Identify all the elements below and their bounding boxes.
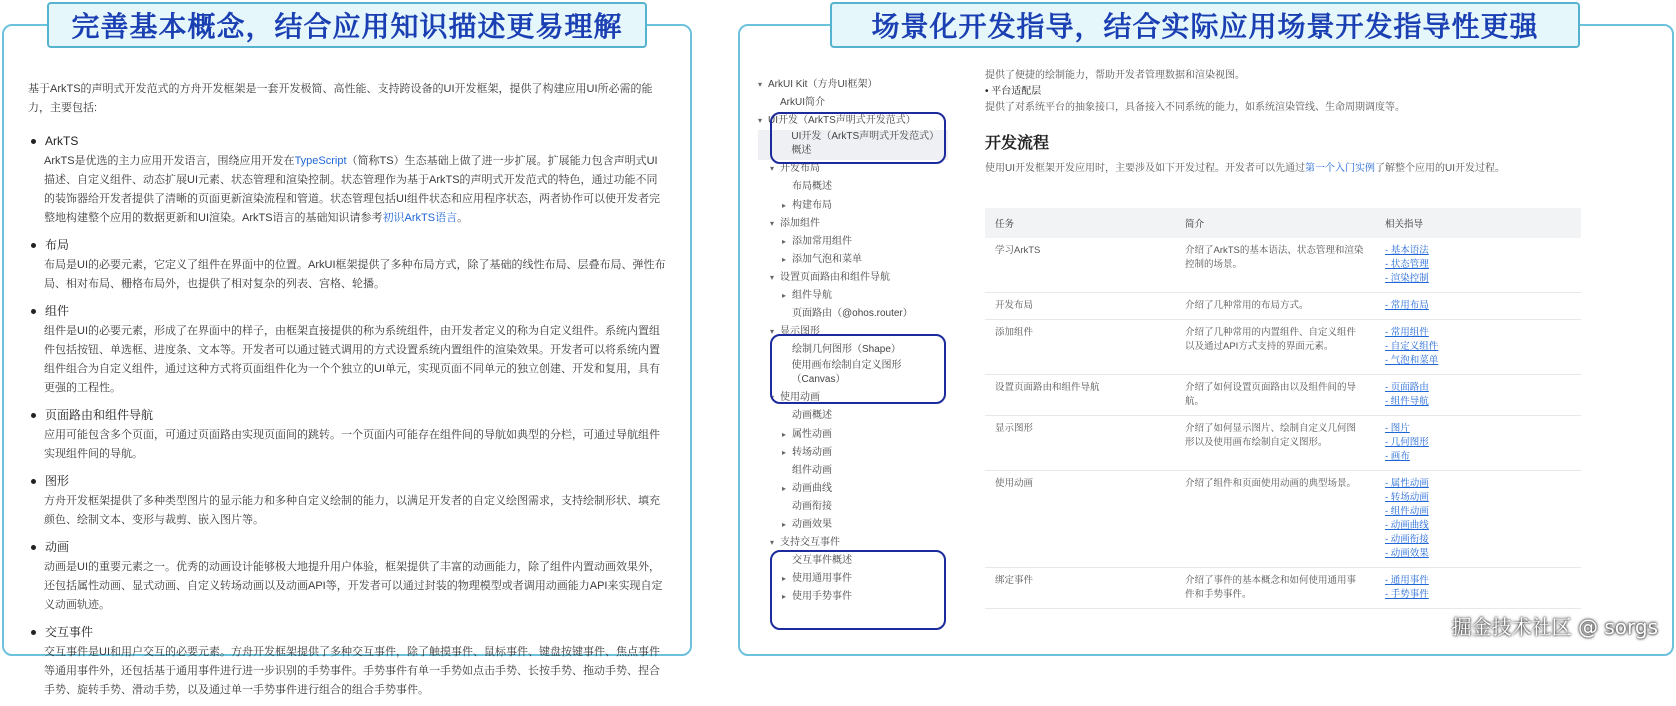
left-banner-title: 完善基本概念，结合应用知识描述更易理解 (47, 2, 647, 48)
table-header: 相关指导 (1375, 208, 1581, 238)
section-animation (28, 536, 668, 615)
content-desc: 使用UI开发框架开发应用时，主要涉及如下开发过程。开发者可以先通过第一个入门实例了解整个应用的UI开发过程。 (985, 163, 1505, 174)
intro-cell: 介绍了几种常用的布局方式。 (1175, 293, 1375, 320)
tree-item-label: 组件动画 (792, 464, 832, 476)
guide-link[interactable]: - 渲染控制 (1385, 273, 1429, 284)
chevron-down-icon: ▾ (770, 218, 775, 228)
chevron-down-icon: ▾ (770, 538, 775, 548)
chevron-right-icon: ▸ (782, 592, 787, 602)
content-line: 提供了便捷的绘制能力，帮助开发者管理数据和渲染视图。 (985, 70, 1245, 81)
tree-item-label: UI开发（ArkTS声明式开发范式）概述 (791, 131, 940, 157)
intro-cell: 介绍了组件和页面使用动画的典型场景。 (1175, 471, 1375, 568)
section-components (28, 300, 668, 398)
task-cell: 显示图形 (985, 416, 1175, 471)
table-row (985, 238, 1581, 293)
tree-item[interactable] (758, 178, 948, 196)
section-body: 方舟开发框架提供了多种类型图片的显示能力和多种自定义绘制的能力，以满足开发者的自定义绘图需求，支持绘制形状、填充颜色、绘制文本、变形与裁剪、嵌入图片等。 (44, 495, 660, 526)
table-row (985, 293, 1581, 320)
section-title: 动画 (45, 539, 70, 554)
chevron-right-icon: ▸ (782, 483, 787, 493)
tree-item[interactable] (758, 462, 948, 480)
tree-item[interactable] (758, 287, 948, 305)
guide-link[interactable]: - 转场动画 (1385, 492, 1429, 503)
tree-item[interactable] (758, 341, 948, 359)
guide-cell (1375, 293, 1581, 320)
task-cell: 学习ArkTS (985, 238, 1175, 293)
tree-item-label: 绘制几何图形（Shape） (792, 344, 901, 356)
guide-link[interactable]: - 基本语法 (1385, 245, 1429, 256)
tree-item[interactable] (758, 516, 948, 534)
chevron-right-icon: ▸ (782, 574, 787, 584)
chevron-down-icon: ▾ (770, 327, 775, 337)
section-graphics (28, 470, 668, 530)
chevron-right-icon: ▸ (782, 200, 787, 210)
section-body: 应用可能包含多个页面，可通过页面路由实现页面间的跳转。一个页面内可能存在组件间的导航如典型的分栏，可通过导航组件实现组件间的导航。 (44, 429, 660, 460)
tree-item[interactable] (758, 215, 948, 233)
tree-item[interactable] (758, 444, 948, 462)
section-body: ArkTS是优选的主力应用开发语言，围绕应用开发在TypeScript（简称TS）生态基础上做了进一步扩展。扩展能力包含声明式UI描述、自定义组件、动态扩展UI元素、状态管理和渲染控制。状态管理作为基于ArkTS的声明式开发范式的特色，通过功能不同的装饰器给开发者提供了清晰的页面更新渲染流程和管道。状态管理包括UI组件状态和应用程序状态，两者协作可以使开发者完整地构建整个应用的数据更新和UI渲染。ArkTS语言的基础知识请参考初识ArkTS语言。 (44, 155, 660, 224)
tree-item[interactable] (758, 269, 948, 287)
bullet-icon (31, 243, 36, 248)
tree-item-label: ArkUI简介 (780, 97, 825, 109)
bullet-icon (31, 545, 36, 550)
section-layout (28, 234, 668, 294)
tree-item-label: 使用动画 (780, 392, 820, 404)
table-row (985, 416, 1581, 471)
tree-item[interactable] (758, 112, 948, 130)
tree-item-label: 属性动画 (792, 428, 832, 440)
guide-cell (1375, 568, 1581, 609)
tree-item-label: 设置页面路由和组件导航 (780, 271, 890, 283)
tree-item[interactable] (758, 94, 948, 112)
content-bullet-line: • 平台适配层 (985, 86, 1042, 97)
tree-item-label: 使用画布绘制自定义图形（Canvas） (791, 360, 902, 386)
guide-link[interactable]: - 动画曲线 (1385, 520, 1429, 531)
guide-link[interactable]: - 属性动画 (1385, 478, 1429, 489)
tree-item-label: 动画曲线 (792, 482, 832, 494)
tree-item-label: 交互事件概述 (792, 555, 852, 567)
chevron-down-icon: ▾ (758, 116, 763, 126)
tree-item-label: 添加组件 (780, 217, 820, 229)
tree-item[interactable] (758, 359, 948, 389)
section-title: 交互事件 (45, 624, 94, 639)
task-cell: 绑定事件 (985, 568, 1175, 609)
guide-cell (1375, 416, 1581, 471)
task-cell: 开发布局 (985, 293, 1175, 320)
tree-item-label: 构建布局 (792, 199, 832, 211)
navigation-tree (758, 76, 948, 606)
tree-item[interactable] (758, 552, 948, 570)
tree-item[interactable] (758, 480, 948, 498)
table-row (985, 375, 1581, 416)
intro-cell: 介绍了几种常用的内置组件、自定义组件以及通过API方式支持的界面元素。 (1175, 320, 1375, 375)
intro-cell: 介绍了事件的基本概念和如何使用通用事件和手势事件。 (1175, 568, 1375, 609)
tree-item[interactable] (758, 76, 948, 94)
table-row (985, 320, 1581, 375)
section-events (28, 621, 668, 700)
guide-link[interactable]: - 手势事件 (1385, 589, 1429, 600)
bullet-icon (31, 630, 36, 635)
guide-link[interactable]: - 状态管理 (1385, 259, 1429, 270)
section-title: 组件 (45, 303, 70, 318)
guide-link[interactable]: - 页面路由 (1385, 382, 1429, 393)
bullet-icon (31, 479, 36, 484)
tree-item-label: 布局概述 (792, 181, 832, 193)
dev-process-table (985, 208, 1581, 609)
tree-item-label: 使用通用事件 (792, 573, 852, 585)
tree-item[interactable] (758, 498, 948, 516)
tree-item[interactable] (758, 588, 948, 606)
chevron-right-icon: ▸ (782, 236, 787, 246)
tree-item-label: 动画概述 (792, 410, 832, 422)
tree-item[interactable] (758, 407, 948, 425)
tree-item-label: 动画衔接 (792, 500, 832, 512)
section-title: 布局 (45, 237, 70, 252)
tree-item-label: UI开发（ArkTS声明式开发范式） (768, 115, 916, 127)
section-body: 布局是UI的必要元素，它定义了组件在界面中的位置。ArkUI框架提供了多种布局方式，除了基础的线性布局、层叠布局、弹性布局、相对布局、栅格布局外，也提供了相对复杂的列表、宫格、轮播。 (44, 259, 666, 290)
tree-item[interactable] (758, 130, 948, 160)
bullet-icon (31, 413, 36, 418)
table-row (985, 471, 1581, 568)
tree-item-label: 动画效果 (792, 519, 832, 531)
guide-link[interactable]: - 气泡和菜单 (1385, 355, 1439, 366)
table-row (985, 568, 1581, 609)
tree-item[interactable] (758, 534, 948, 552)
task-cell: 设置页面路由和组件导航 (985, 375, 1175, 416)
typescript-link[interactable]: TypeScript (294, 155, 347, 167)
guide-link[interactable]: - 动画效果 (1385, 548, 1429, 559)
intro-cell: 介绍了ArkTS的基本语法、状态管理和渲染控制的场景。 (1175, 238, 1375, 293)
chevron-right-icon: ▸ (782, 520, 787, 530)
chevron-down-icon: ▾ (770, 164, 775, 174)
tree-item[interactable] (758, 323, 948, 341)
tree-item-label: 开发布局 (780, 163, 820, 175)
watermark: 掘金技术社区 @ sorgs (1451, 615, 1658, 639)
tree-item-label: 页面路由（@ohos.router） (792, 308, 913, 320)
tree-item[interactable] (758, 305, 948, 323)
bullet-icon (31, 139, 36, 144)
overview-document (28, 80, 668, 706)
bullet-icon (31, 309, 36, 314)
guide-cell (1375, 471, 1581, 568)
main-content (985, 68, 1585, 177)
chevron-down-icon: ▾ (758, 80, 763, 90)
guide-link[interactable]: - 常用布局 (1385, 300, 1429, 311)
tree-item[interactable] (758, 251, 948, 269)
tree-item-label: ArkUI Kit（方舟UI框架） (768, 79, 878, 91)
guide-link[interactable]: - 动画衔接 (1385, 534, 1429, 545)
section-body: 组件是UI的必要元素，形成了在界面中的样子，由框架直接提供的称为系统组件，由开发者定义的称为自定义组件。系统内置组件包括按钮、单选框、进度条、文本等。开发者可以通过链式调用的方式设置系统内置组件的渲染效果。开发者可以将系统内置组件组合为自定义组件，通过这种方式将页面组件化为一个个独立的UI单元，实现页面不同单元的独立创建、开发和复用，具有更强的工程性。 (44, 325, 660, 394)
guide-link[interactable]: - 画布 (1385, 451, 1410, 462)
task-cell: 添加组件 (985, 320, 1175, 375)
chevron-right-icon: ▸ (782, 290, 787, 300)
guide-link[interactable]: - 组件导航 (1385, 396, 1429, 407)
guide-cell (1375, 375, 1581, 416)
guide-link[interactable]: - 图片 (1385, 423, 1410, 434)
section-body: 动画是UI的重要元素之一。优秀的动画设计能够极大地提升用户体验，框架提供了丰富的动画能力，除了组件内置动画效果外，还包括属性动画、显式动画、自定义转场动画以及动画API等，开发者可以通过封装的物理模型或者调用动画能力API来实现自定义动画轨迹。 (44, 561, 663, 611)
tree-item-label: 转场动画 (792, 446, 832, 458)
section-routing (28, 404, 668, 464)
tree-item-label: 显示图形 (780, 326, 820, 338)
tree-item[interactable] (758, 389, 948, 407)
right-banner-title: 场景化开发指导，结合实际应用场景开发指导性更强 (830, 2, 1580, 48)
tree-item-label: 使用手势事件 (792, 591, 852, 603)
guide-link[interactable]: - 常用组件 (1385, 327, 1429, 338)
tree-item[interactable] (758, 196, 948, 214)
tree-item[interactable] (758, 426, 948, 444)
arkts-intro-link[interactable]: 初识ArkTS语言 (382, 212, 458, 224)
section-title: 图形 (45, 473, 70, 488)
tree-item-label: 组件导航 (792, 289, 832, 301)
tree-item-label: 添加气泡和菜单 (792, 253, 862, 265)
chevron-right-icon: ▸ (782, 254, 787, 264)
section-heading: 开发流程 (985, 135, 1050, 152)
guide-link[interactable]: - 组件动画 (1385, 506, 1429, 517)
tree-item[interactable] (758, 570, 948, 588)
chevron-down-icon: ▾ (770, 393, 775, 403)
tree-item-label: 添加常用组件 (792, 235, 852, 247)
guide-cell (1375, 320, 1581, 375)
section-arkts (28, 130, 668, 228)
section-body: 交互事件是UI和用户交互的必要元素。方舟开发框架提供了多种交互事件，除了触摸事件、鼠标事件、键盘按键事件、焦点事件等通用事件外，还包括基于通用事件进行进一步识别的手势事件。手势事件有单一手势如点击手势、长按手势、拖动手势、捏合手势、旋转手势、滑动手势，以及通过单一手势事件进行组合的组合手势事件。 (44, 646, 660, 696)
guide-cell (1375, 238, 1581, 293)
intro-cell: 介绍了如何显示图片、绘制自定义几何图形以及使用画布绘制自定义图形。 (1175, 416, 1375, 471)
intro-cell: 介绍了如何设置页面路由以及组件间的导航。 (1175, 375, 1375, 416)
table-header: 任务 (985, 208, 1175, 238)
table-header: 简介 (1175, 208, 1375, 238)
section-title: 页面路由和组件导航 (45, 407, 154, 422)
tree-item-label: 支持交互事件 (780, 537, 840, 549)
guide-link[interactable]: - 几何图形 (1385, 437, 1429, 448)
task-cell: 使用动画 (985, 471, 1175, 568)
content-line: 提供了对系统平台的抽象接口，具备接入不同系统的能力，如系统渲染管线、生命周期调度等。 (985, 102, 1405, 113)
tree-item[interactable] (758, 233, 948, 251)
chevron-right-icon: ▸ (782, 447, 787, 457)
guide-link[interactable]: - 自定义组件 (1385, 341, 1439, 352)
tree-item[interactable] (758, 160, 948, 178)
first-example-link[interactable]: 第一个入门实例 (1305, 163, 1375, 174)
guide-link[interactable]: - 通用事件 (1385, 575, 1429, 586)
chevron-down-icon: ▾ (770, 272, 775, 282)
section-title: ArkTS (45, 133, 79, 148)
doc-intro: 基于ArkTS的声明式开发范式的方舟开发框架是一套开发极简、高性能、支持跨设备的UI开发框架，提供了构建应用UI所必需的能力，主要包括: (28, 83, 653, 114)
chevron-right-icon: ▸ (782, 429, 787, 439)
